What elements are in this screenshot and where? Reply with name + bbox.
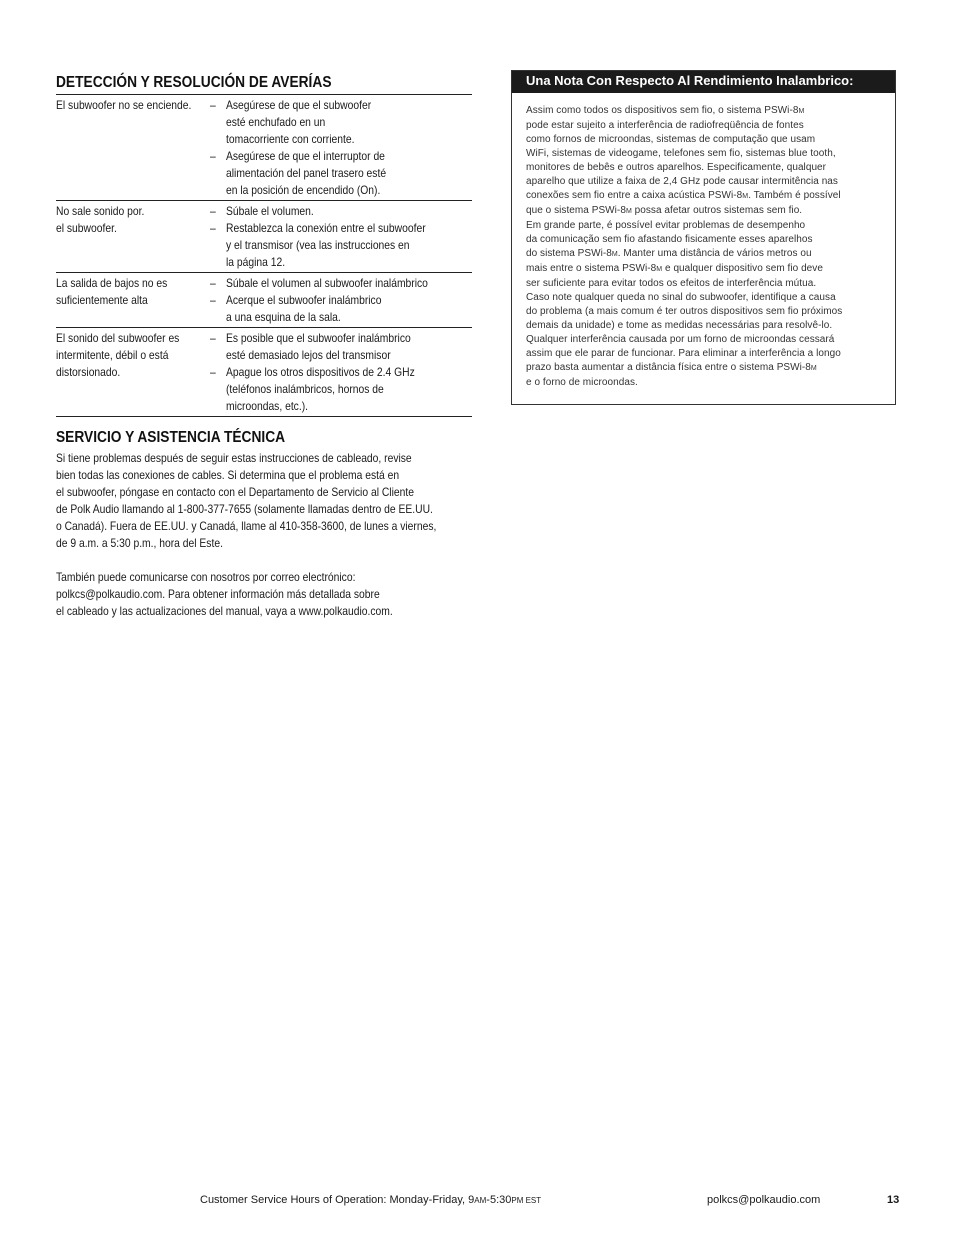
note-line	[526, 219, 895, 233]
note-text: do problema (a mais comum é ter outros dispositivos sem fio próximos	[526, 306, 843, 317]
note-text: Assim como todos os dispositivos sem fio, o sistema PSWi-8	[526, 105, 799, 116]
troubleshooting-table	[56, 94, 472, 417]
wireless-note-box	[511, 70, 896, 405]
service-line: el subwoofer, póngase en contacto con el Departamento de Servicio al Cliente	[56, 485, 414, 499]
note-line	[526, 291, 895, 305]
note-line	[526, 305, 895, 319]
solution-item	[210, 220, 472, 271]
note-text: assim que ele parar de funcionar. Para eliminar a interferência a longo	[526, 348, 841, 359]
note-text: . Manter uma distância de vários metros ou	[617, 248, 812, 259]
model-subscript: M	[611, 251, 618, 258]
solutions-cell	[210, 330, 472, 415]
problem-line: el subwoofer.	[56, 221, 117, 235]
solution-line: esté enchufado en un	[226, 115, 326, 129]
note-text: Qualquer interferência causada por um forno de microondas cessará	[526, 334, 835, 345]
solution-line: alimentación del panel trasero esté	[226, 166, 387, 180]
note-line	[526, 189, 895, 204]
solution-item	[210, 364, 472, 415]
wireless-note-body	[512, 93, 895, 390]
service-line: bien todas las conexiones de cables. Si determina que el problema está en	[56, 468, 400, 482]
solution-line: Acerque el subwoofer inalámbrico	[226, 293, 382, 307]
model-subscript: M	[625, 208, 632, 215]
dash-bullet: –	[210, 221, 216, 235]
solution-line: (teléfonos inalámbricos, hornos de	[226, 382, 384, 396]
note-text: Em grande parte, é possível evitar problemas de desempenho	[526, 220, 806, 231]
solution-item	[210, 148, 472, 199]
note-line	[526, 347, 895, 361]
note-line	[526, 161, 895, 175]
solution-line: en la posición de encendido (On).	[226, 183, 381, 197]
service-title: SERVICIO Y ASISTENCIA TÉCNICA	[56, 429, 286, 446]
solution-line: Es posible que el subwoofer inalámbrico	[226, 331, 411, 345]
solution-item	[210, 292, 472, 326]
footer-email: polkcs@polkaudio.com	[707, 1194, 821, 1206]
dash-bullet: –	[210, 149, 216, 163]
problem-line: No sale sonido por.	[56, 204, 145, 218]
note-line	[526, 104, 895, 119]
solution-item	[210, 275, 472, 292]
dash-bullet: –	[210, 276, 216, 290]
footer-hours-text: Customer Service Hours of Operation: Monday-Friday, 9	[200, 1194, 475, 1206]
note-text: pode estar sujeito a interferência de radiofreqüência de fontes	[526, 120, 804, 131]
model-subscript: M	[656, 266, 663, 273]
service-paragraph-2	[56, 569, 472, 620]
note-line	[526, 262, 895, 277]
problem-cell	[56, 330, 206, 381]
problem-cell	[56, 275, 206, 309]
solution-line: Asegúrese de que el interruptor de	[226, 149, 385, 163]
note-text: e o forno de microondas.	[526, 377, 638, 388]
note-line	[526, 319, 895, 333]
troubleshooting-row	[56, 328, 472, 417]
solution-item	[210, 97, 472, 148]
note-text: do sistema PSWi-8	[526, 248, 612, 259]
model-subscript: M	[742, 193, 749, 200]
dash-bullet: –	[210, 331, 216, 345]
problem-line: distorsionado.	[56, 365, 121, 379]
service-paragraph-1	[56, 450, 472, 552]
note-text: aparelho que utilize a faixa de 2,4 GHz pode causar intermitência nas	[526, 176, 838, 187]
service-line: o Canadá). Fuera de EE.UU. y Canadá, llame al 410-358-3600, de lunes a viernes,	[56, 519, 437, 533]
note-line	[526, 333, 895, 347]
solution-line: Asegúrese de que el subwoofer	[226, 98, 372, 112]
note-line	[526, 277, 895, 291]
note-line	[526, 175, 895, 189]
note-text: como fornos de microondas, sistemas de computação que usam	[526, 134, 816, 145]
solution-line: Súbale el volumen.	[226, 204, 314, 218]
problem-line: suficientemente alta	[56, 293, 148, 307]
problem-line: La salida de bajos no es	[56, 276, 168, 290]
note-line	[526, 233, 895, 247]
solution-line: la página 12.	[226, 255, 286, 269]
troubleshooting-title: DETECCIÓN Y RESOLUCIÓN DE AVERÍAS	[56, 74, 332, 91]
service-line: polkcs@polkaudio.com. Para obtener información más detallada sobre	[56, 587, 380, 601]
footer-service-hours	[200, 1194, 541, 1206]
note-line	[526, 147, 895, 161]
solution-item	[210, 203, 472, 220]
footer-am: AM	[474, 1196, 487, 1205]
model-subscript: M	[798, 108, 805, 115]
note-line	[526, 204, 895, 219]
note-text: conexões sem fio entre a caixa acústica PSWi-8	[526, 190, 743, 201]
note-text: da comunicação sem fio afastando fisicamente esses aparelhos	[526, 234, 813, 245]
footer-est: EST	[523, 1196, 542, 1205]
note-text: que o sistema PSWi-8	[526, 205, 626, 216]
note-text: monitores de bebês e outros aparelhos. Especificamente, qualquer	[526, 162, 827, 173]
footer-hours-end: -5:30	[486, 1194, 512, 1206]
solution-line: y el transmisor (vea las instrucciones en	[226, 238, 410, 252]
note-line	[526, 247, 895, 262]
troubleshooting-row	[56, 201, 472, 273]
troubleshooting-row	[56, 273, 472, 328]
problem-cell	[56, 203, 206, 237]
left-column	[56, 74, 472, 620]
solution-line: Apague los otros dispositivos de 2.4 GHz	[226, 365, 415, 379]
service-line: Si tiene problemas después de seguir estas instrucciones de cableado, revise	[56, 451, 412, 465]
note-text: demais da unidade) e tome as medidas necessárias para resolvê-lo.	[526, 320, 833, 331]
dash-bullet: –	[210, 98, 216, 112]
problem-line: El subwoofer no se enciende.	[56, 98, 192, 112]
solution-line: esté demasiado lejos del transmisor	[226, 348, 391, 362]
solutions-cell	[210, 203, 472, 271]
solution-line: Restablezca la conexión entre el subwoofer	[226, 221, 426, 235]
note-text: e qualquer dispositivo sem fio deve	[662, 263, 823, 274]
service-line: También puede comunicarse con nosotros por correo electrónico:	[56, 570, 356, 584]
solution-line: a una esquina de la sala.	[226, 310, 341, 324]
solution-item	[210, 330, 472, 364]
footer-pm: PM	[511, 1196, 524, 1205]
note-text: WiFi, sistemas de videogame, telefones sem fio, sistemas blue tooth,	[526, 148, 836, 159]
solution-line: tomacorriente con corriente.	[226, 132, 355, 146]
model-subscript: M	[810, 365, 817, 372]
note-line	[526, 361, 895, 376]
service-line: de 9 a.m. a 5:30 p.m., hora del Este.	[56, 536, 223, 550]
service-line: de Polk Audio llamando al 1-800-377-7655 (solamente llamadas dentro de EE.UU.	[56, 502, 433, 516]
page-footer	[0, 1194, 954, 1210]
dash-bullet: –	[210, 293, 216, 307]
page-number: 13	[887, 1194, 900, 1206]
wireless-note-title: Una Nota Con Respecto Al Rendimiento Inalambrico:	[512, 71, 895, 93]
note-line	[526, 376, 895, 390]
solutions-cell	[210, 97, 472, 199]
solution-line: microondas, etc.).	[226, 399, 309, 413]
note-text: mais entre o sistema PSWi-8	[526, 263, 657, 274]
note-text: . Também é possível	[748, 190, 841, 201]
problem-line: intermitente, débil o está	[56, 348, 169, 362]
dash-bullet: –	[210, 204, 216, 218]
note-line	[526, 133, 895, 147]
problem-cell	[56, 97, 206, 114]
service-line: el cableado y las actualizaciones del manual, vaya a www.polkaudio.com.	[56, 604, 393, 618]
problem-line: El sonido del subwoofer es	[56, 331, 180, 345]
note-text: possa afetar outros sistemas sem fio.	[631, 205, 803, 216]
note-text: prazo basta aumentar a distância física entre o sistema PSWi-8	[526, 362, 811, 373]
note-text: Caso note qualquer queda no sinal do subwoofer, identifique a causa	[526, 292, 836, 303]
note-line	[526, 119, 895, 133]
solutions-cell	[210, 275, 472, 326]
dash-bullet: –	[210, 365, 216, 379]
solution-line: Súbale el volumen al subwoofer inalámbrico	[226, 276, 428, 290]
troubleshooting-row	[56, 95, 472, 201]
note-text: ser suficiente para evitar todos os efeitos de interferência mútua.	[526, 278, 817, 289]
